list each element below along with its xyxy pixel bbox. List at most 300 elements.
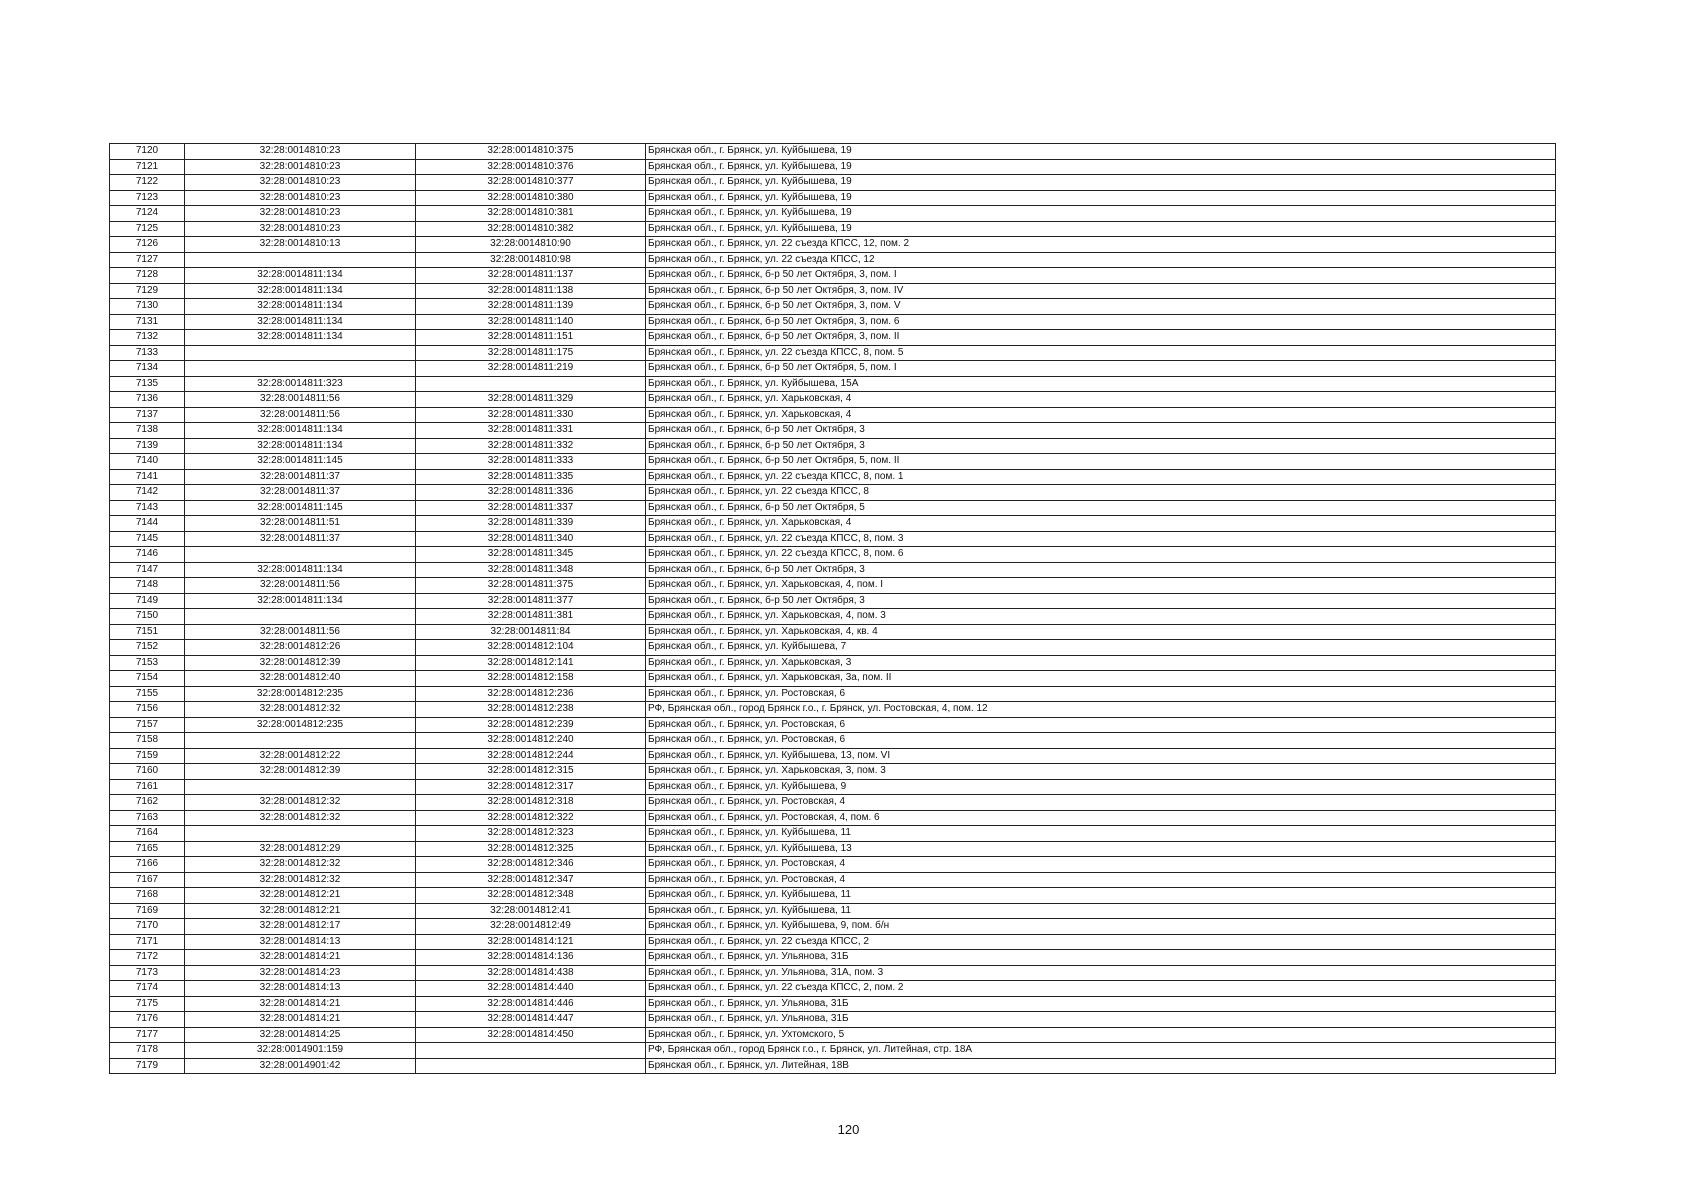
row-number-cell: 7175 <box>110 996 185 1012</box>
row-number-cell: 7165 <box>110 841 185 857</box>
address-cell: Брянская обл., г. Брянск, ул. Куйбышева, 9, пом. б/н <box>646 919 1556 935</box>
cadastral-number-cell: 32:28:0014810:98 <box>416 252 646 268</box>
table-row <box>110 655 1556 671</box>
cadastral-table <box>109 143 1556 1074</box>
address-cell: Брянская обл., г. Брянск, ул. Ростовская, 6 <box>646 733 1556 749</box>
address-cell: Брянская обл., г. Брянск, ул. Куйбышева, 19 <box>646 159 1556 175</box>
address-cell: Брянская обл., г. Брянск, ул. 22 съезда КПСС, 12 <box>646 252 1556 268</box>
row-number-cell: 7126 <box>110 237 185 253</box>
cadastral-number-cell: 32:28:0014814:440 <box>416 981 646 997</box>
parent-cadastral-number-cell: 32:28:0014812:235 <box>185 717 416 733</box>
parent-cadastral-number-cell: 32:28:0014814:13 <box>185 981 416 997</box>
row-number-cell: 7150 <box>110 609 185 625</box>
row-number-cell: 7122 <box>110 175 185 191</box>
table-row <box>110 934 1556 950</box>
cadastral-number-cell <box>416 1043 646 1059</box>
address-cell: Брянская обл., г. Брянск, ул. Куйбышева, 11 <box>646 826 1556 842</box>
row-number-cell: 7164 <box>110 826 185 842</box>
address-cell: Брянская обл., г. Брянск, ул. 22 съезда КПСС, 8, пом. 6 <box>646 547 1556 563</box>
address-cell: Брянская обл., г. Брянск, ул. Куйбышева, 15А <box>646 376 1556 392</box>
table-row <box>110 764 1556 780</box>
address-cell: Брянская обл., г. Брянск, б-р 50 лет Октября, 3 <box>646 423 1556 439</box>
address-cell: Брянская обл., г. Брянск, ул. Ростовская, 4, пом. 6 <box>646 810 1556 826</box>
parent-cadastral-number-cell: 32:28:0014814:21 <box>185 950 416 966</box>
table-row <box>110 919 1556 935</box>
cadastral-number-cell: 32:28:0014810:90 <box>416 237 646 253</box>
cadastral-number-cell: 32:28:0014810:382 <box>416 221 646 237</box>
parent-cadastral-number-cell: 32:28:0014810:23 <box>185 144 416 160</box>
parent-cadastral-number-cell: 32:28:0014810:23 <box>185 221 416 237</box>
cadastral-number-cell: 32:28:0014811:140 <box>416 314 646 330</box>
table-row <box>110 500 1556 516</box>
table-row <box>110 190 1556 206</box>
row-number-cell: 7124 <box>110 206 185 222</box>
table-row <box>110 795 1556 811</box>
parent-cadastral-number-cell: 32:28:0014810:23 <box>185 175 416 191</box>
table-row <box>110 1012 1556 1028</box>
address-cell: Брянская обл., г. Брянск, б-р 50 лет Октября, 3 <box>646 593 1556 609</box>
row-number-cell: 7155 <box>110 686 185 702</box>
row-number-cell: 7159 <box>110 748 185 764</box>
table-row <box>110 562 1556 578</box>
address-cell: Брянская обл., г. Брянск, ул. Харьковская, 3а, пом. II <box>646 671 1556 687</box>
cadastral-number-cell: 32:28:0014812:348 <box>416 888 646 904</box>
row-number-cell: 7158 <box>110 733 185 749</box>
parent-cadastral-number-cell: 32:28:0014810:23 <box>185 206 416 222</box>
table-row <box>110 283 1556 299</box>
row-number-cell: 7162 <box>110 795 185 811</box>
table-row <box>110 159 1556 175</box>
row-number-cell: 7145 <box>110 531 185 547</box>
row-number-cell: 7179 <box>110 1058 185 1074</box>
cadastral-number-cell: 32:28:0014811:377 <box>416 593 646 609</box>
table-row <box>110 438 1556 454</box>
table-row <box>110 593 1556 609</box>
table-row <box>110 516 1556 532</box>
cadastral-number-cell: 32:28:0014814:447 <box>416 1012 646 1028</box>
table-row <box>110 748 1556 764</box>
address-cell: Брянская обл., г. Брянск, ул. 22 съезда КПСС, 2 <box>646 934 1556 950</box>
row-number-cell: 7139 <box>110 438 185 454</box>
table-row <box>110 640 1556 656</box>
table-row <box>110 454 1556 470</box>
row-number-cell: 7131 <box>110 314 185 330</box>
address-cell: Брянская обл., г. Брянск, ул. Куйбышева, 13, пом. VI <box>646 748 1556 764</box>
address-cell: Брянская обл., г. Брянск, ул. Куйбышева, 19 <box>646 175 1556 191</box>
cadastral-number-cell: 32:28:0014811:329 <box>416 392 646 408</box>
row-number-cell: 7160 <box>110 764 185 780</box>
table-row <box>110 299 1556 315</box>
address-cell: Брянская обл., г. Брянск, ул. Харьковская, 4 <box>646 516 1556 532</box>
row-number-cell: 7168 <box>110 888 185 904</box>
parent-cadastral-number-cell <box>185 826 416 842</box>
address-cell: Брянская обл., г. Брянск, ул. Куйбышева, 9 <box>646 779 1556 795</box>
table-row <box>110 376 1556 392</box>
cadastral-number-cell: 32:28:0014812:104 <box>416 640 646 656</box>
row-number-cell: 7140 <box>110 454 185 470</box>
cadastral-number-cell: 32:28:0014811:84 <box>416 624 646 640</box>
cadastral-number-cell: 32:28:0014810:377 <box>416 175 646 191</box>
parent-cadastral-number-cell: 32:28:0014901:42 <box>185 1058 416 1074</box>
row-number-cell: 7135 <box>110 376 185 392</box>
table-row <box>110 686 1556 702</box>
row-number-cell: 7174 <box>110 981 185 997</box>
parent-cadastral-number-cell: 32:28:0014812:29 <box>185 841 416 857</box>
parent-cadastral-number-cell: 32:28:0014811:56 <box>185 392 416 408</box>
row-number-cell: 7157 <box>110 717 185 733</box>
cadastral-number-cell: 32:28:0014811:381 <box>416 609 646 625</box>
cadastral-number-cell: 32:28:0014812:158 <box>416 671 646 687</box>
address-cell: Брянская обл., г. Брянск, ул. Ростовская, 4 <box>646 857 1556 873</box>
parent-cadastral-number-cell: 32:28:0014812:26 <box>185 640 416 656</box>
cadastral-number-cell: 32:28:0014811:340 <box>416 531 646 547</box>
row-number-cell: 7123 <box>110 190 185 206</box>
address-cell: Брянская обл., г. Брянск, ул. 22 съезда КПСС, 8, пом. 5 <box>646 345 1556 361</box>
row-number-cell: 7177 <box>110 1027 185 1043</box>
cadastral-number-cell: 32:28:0014812:323 <box>416 826 646 842</box>
parent-cadastral-number-cell: 32:28:0014811:145 <box>185 454 416 470</box>
row-number-cell: 7141 <box>110 469 185 485</box>
parent-cadastral-number-cell: 32:28:0014814:25 <box>185 1027 416 1043</box>
table-row <box>110 206 1556 222</box>
address-cell: Брянская обл., г. Брянск, ул. 22 съезда КПСС, 12, пом. 2 <box>646 237 1556 253</box>
cadastral-number-cell: 32:28:0014812:236 <box>416 686 646 702</box>
cadastral-number-cell: 32:28:0014811:137 <box>416 268 646 284</box>
parent-cadastral-number-cell: 32:28:0014811:323 <box>185 376 416 392</box>
address-cell: Брянская обл., г. Брянск, ул. Куйбышева, 19 <box>646 206 1556 222</box>
table-row <box>110 624 1556 640</box>
row-number-cell: 7163 <box>110 810 185 826</box>
parent-cadastral-number-cell <box>185 609 416 625</box>
table-row <box>110 361 1556 377</box>
row-number-cell: 7130 <box>110 299 185 315</box>
address-cell: Брянская обл., г. Брянск, ул. Харьковская, 3 <box>646 655 1556 671</box>
row-number-cell: 7146 <box>110 547 185 563</box>
row-number-cell: 7171 <box>110 934 185 950</box>
address-cell: Брянская обл., г. Брянск, ул. Куйбышева, 19 <box>646 190 1556 206</box>
address-cell: Брянская обл., г. Брянск, ул. Харьковская, 4, кв. 4 <box>646 624 1556 640</box>
cadastral-number-cell: 32:28:0014812:238 <box>416 702 646 718</box>
parent-cadastral-number-cell: 32:28:0014812:40 <box>185 671 416 687</box>
address-cell: Брянская обл., г. Брянск, ул. Ростовская, 4 <box>646 872 1556 888</box>
table-row <box>110 423 1556 439</box>
row-number-cell: 7142 <box>110 485 185 501</box>
cadastral-number-cell: 32:28:0014812:325 <box>416 841 646 857</box>
table-row <box>110 981 1556 997</box>
address-cell: Брянская обл., г. Брянск, ул. Литейная, 18В <box>646 1058 1556 1074</box>
table-row <box>110 872 1556 888</box>
address-cell: Брянская обл., г. Брянск, ул. Куйбышева, 19 <box>646 144 1556 160</box>
address-cell: Брянская обл., г. Брянск, ул. Куйбышева, 7 <box>646 640 1556 656</box>
cadastral-number-cell: 32:28:0014812:239 <box>416 717 646 733</box>
address-cell: Брянская обл., г. Брянск, ул. Куйбышева, 11 <box>646 888 1556 904</box>
address-cell: Брянская обл., г. Брянск, ул. Харьковская, 3, пом. 3 <box>646 764 1556 780</box>
parent-cadastral-number-cell: 32:28:0014812:32 <box>185 702 416 718</box>
table-row <box>110 144 1556 160</box>
parent-cadastral-number-cell: 32:28:0014812:235 <box>185 686 416 702</box>
parent-cadastral-number-cell: 32:28:0014812:39 <box>185 764 416 780</box>
parent-cadastral-number-cell: 32:28:0014810:23 <box>185 190 416 206</box>
parent-cadastral-number-cell: 32:28:0014811:37 <box>185 485 416 501</box>
row-number-cell: 7161 <box>110 779 185 795</box>
table-row <box>110 531 1556 547</box>
address-cell: Брянская обл., г. Брянск, б-р 50 лет Октября, 3, пом. V <box>646 299 1556 315</box>
row-number-cell: 7170 <box>110 919 185 935</box>
parent-cadastral-number-cell: 32:28:0014901:159 <box>185 1043 416 1059</box>
cadastral-number-cell: 32:28:0014812:244 <box>416 748 646 764</box>
row-number-cell: 7128 <box>110 268 185 284</box>
parent-cadastral-number-cell: 32:28:0014811:134 <box>185 268 416 284</box>
cadastral-number-cell: 32:28:0014812:240 <box>416 733 646 749</box>
cadastral-number-cell: 32:28:0014812:317 <box>416 779 646 795</box>
parent-cadastral-number-cell: 32:28:0014812:32 <box>185 810 416 826</box>
address-cell: Брянская обл., г. Брянск, б-р 50 лет Октября, 3, пом. II <box>646 330 1556 346</box>
parent-cadastral-number-cell: 32:28:0014811:145 <box>185 500 416 516</box>
row-number-cell: 7152 <box>110 640 185 656</box>
table-row <box>110 175 1556 191</box>
cadastral-number-cell <box>416 1058 646 1074</box>
cadastral-number-cell: 32:28:0014814:438 <box>416 965 646 981</box>
address-cell: Брянская обл., г. Брянск, ул. 22 съезда КПСС, 8, пом. 1 <box>646 469 1556 485</box>
parent-cadastral-number-cell: 32:28:0014812:32 <box>185 795 416 811</box>
row-number-cell: 7169 <box>110 903 185 919</box>
row-number-cell: 7178 <box>110 1043 185 1059</box>
parent-cadastral-number-cell: 32:28:0014814:13 <box>185 934 416 950</box>
parent-cadastral-number-cell: 32:28:0014814:23 <box>185 965 416 981</box>
cadastral-number-cell: 32:28:0014811:151 <box>416 330 646 346</box>
cadastral-number-cell: 32:28:0014814:136 <box>416 950 646 966</box>
parent-cadastral-number-cell: 32:28:0014812:39 <box>185 655 416 671</box>
parent-cadastral-number-cell: 32:28:0014812:32 <box>185 857 416 873</box>
table-row <box>110 221 1556 237</box>
row-number-cell: 7134 <box>110 361 185 377</box>
row-number-cell: 7151 <box>110 624 185 640</box>
parent-cadastral-number-cell <box>185 252 416 268</box>
table-row <box>110 810 1556 826</box>
row-number-cell: 7120 <box>110 144 185 160</box>
row-number-cell: 7149 <box>110 593 185 609</box>
cadastral-number-cell: 32:28:0014811:335 <box>416 469 646 485</box>
address-cell: Брянская обл., г. Брянск, б-р 50 лет Октября, 3 <box>646 438 1556 454</box>
row-number-cell: 7154 <box>110 671 185 687</box>
row-number-cell: 7138 <box>110 423 185 439</box>
table-row <box>110 392 1556 408</box>
cadastral-number-cell: 32:28:0014811:219 <box>416 361 646 377</box>
row-number-cell: 7143 <box>110 500 185 516</box>
parent-cadastral-number-cell <box>185 361 416 377</box>
address-cell: Брянская обл., г. Брянск, ул. 22 съезда КПСС, 8, пом. 3 <box>646 531 1556 547</box>
address-cell: Брянская обл., г. Брянск, б-р 50 лет Октября, 3 <box>646 562 1556 578</box>
parent-cadastral-number-cell: 32:28:0014811:134 <box>185 593 416 609</box>
cadastral-number-cell: 32:28:0014811:333 <box>416 454 646 470</box>
address-cell: Брянская обл., г. Брянск, б-р 50 лет Октября, 3, пом. IV <box>646 283 1556 299</box>
address-cell: Брянская обл., г. Брянск, б-р 50 лет Октября, 5, пом. II <box>646 454 1556 470</box>
parent-cadastral-number-cell: 32:28:0014811:134 <box>185 423 416 439</box>
cadastral-number-cell: 32:28:0014812:322 <box>416 810 646 826</box>
table-row <box>110 314 1556 330</box>
cadastral-number-cell <box>416 376 646 392</box>
table-row <box>110 1058 1556 1074</box>
cadastral-number-cell: 32:28:0014810:380 <box>416 190 646 206</box>
table-row <box>110 950 1556 966</box>
table-row <box>110 609 1556 625</box>
table-body <box>110 144 1556 1074</box>
address-cell: Брянская обл., г. Брянск, ул. Харьковская, 4 <box>646 392 1556 408</box>
table-row <box>110 826 1556 842</box>
address-cell: Брянская обл., г. Брянск, ул. Куйбышева, 13 <box>646 841 1556 857</box>
table-row <box>110 407 1556 423</box>
address-cell: Брянская обл., г. Брянск, б-р 50 лет Октября, 5 <box>646 500 1556 516</box>
cadastral-number-cell: 32:28:0014811:331 <box>416 423 646 439</box>
row-number-cell: 7125 <box>110 221 185 237</box>
address-cell: Брянская обл., г. Брянск, б-р 50 лет Октября, 5, пом. I <box>646 361 1556 377</box>
parent-cadastral-number-cell <box>185 547 416 563</box>
address-cell: Брянская обл., г. Брянск, ул. Ульянова, 31Б <box>646 996 1556 1012</box>
address-cell: Брянская обл., г. Брянск, ул. 22 съезда КПСС, 2, пом. 2 <box>646 981 1556 997</box>
parent-cadastral-number-cell: 32:28:0014811:37 <box>185 531 416 547</box>
table-row <box>110 268 1556 284</box>
address-cell: Брянская обл., г. Брянск, ул. Ухтомского, 5 <box>646 1027 1556 1043</box>
table-row <box>110 779 1556 795</box>
parent-cadastral-number-cell: 32:28:0014812:21 <box>185 903 416 919</box>
table-row <box>110 547 1556 563</box>
address-cell: Брянская обл., г. Брянск, ул. Ульянова, 31А, пом. 3 <box>646 965 1556 981</box>
table-row <box>110 965 1556 981</box>
table-row <box>110 857 1556 873</box>
cadastral-number-cell: 32:28:0014811:375 <box>416 578 646 594</box>
table-row <box>110 469 1556 485</box>
cadastral-number-cell: 32:28:0014812:141 <box>416 655 646 671</box>
address-cell: РФ, Брянская обл., город Брянск г.о., г. Брянск, ул. Ростовская, 4, пом. 12 <box>646 702 1556 718</box>
table-row <box>110 888 1556 904</box>
table-row <box>110 671 1556 687</box>
row-number-cell: 7121 <box>110 159 185 175</box>
cadastral-number-cell: 32:28:0014811:138 <box>416 283 646 299</box>
row-number-cell: 7127 <box>110 252 185 268</box>
cadastral-number-cell: 32:28:0014811:339 <box>416 516 646 532</box>
address-cell: Брянская обл., г. Брянск, ул. Ульянова, 31Б <box>646 1012 1556 1028</box>
parent-cadastral-number-cell: 32:28:0014814:21 <box>185 996 416 1012</box>
cadastral-number-cell: 32:28:0014810:381 <box>416 206 646 222</box>
row-number-cell: 7137 <box>110 407 185 423</box>
parent-cadastral-number-cell: 32:28:0014812:22 <box>185 748 416 764</box>
address-cell: Брянская обл., г. Брянск, ул. Ульянова, 31Б <box>646 950 1556 966</box>
parent-cadastral-number-cell: 32:28:0014811:51 <box>185 516 416 532</box>
parent-cadastral-number-cell <box>185 345 416 361</box>
parent-cadastral-number-cell <box>185 779 416 795</box>
cadastral-number-cell: 32:28:0014810:375 <box>416 144 646 160</box>
table-row <box>110 345 1556 361</box>
table-row <box>110 237 1556 253</box>
row-number-cell: 7176 <box>110 1012 185 1028</box>
table-row <box>110 717 1556 733</box>
table-row <box>110 330 1556 346</box>
cadastral-number-cell: 32:28:0014814:121 <box>416 934 646 950</box>
cadastral-number-cell: 32:28:0014812:49 <box>416 919 646 935</box>
cadastral-number-cell: 32:28:0014810:376 <box>416 159 646 175</box>
table-row <box>110 578 1556 594</box>
address-cell: Брянская обл., г. Брянск, ул. Ростовская, 6 <box>646 686 1556 702</box>
parent-cadastral-number-cell <box>185 733 416 749</box>
row-number-cell: 7136 <box>110 392 185 408</box>
parent-cadastral-number-cell: 32:28:0014812:21 <box>185 888 416 904</box>
row-number-cell: 7132 <box>110 330 185 346</box>
parent-cadastral-number-cell: 32:28:0014811:134 <box>185 330 416 346</box>
parent-cadastral-number-cell: 32:28:0014811:134 <box>185 438 416 454</box>
table-row <box>110 841 1556 857</box>
parent-cadastral-number-cell: 32:28:0014814:21 <box>185 1012 416 1028</box>
cadastral-number-cell: 32:28:0014814:450 <box>416 1027 646 1043</box>
parent-cadastral-number-cell: 32:28:0014811:134 <box>185 314 416 330</box>
page-number: 120 <box>837 1122 860 1137</box>
row-number-cell: 7133 <box>110 345 185 361</box>
parent-cadastral-number-cell: 32:28:0014812:17 <box>185 919 416 935</box>
address-cell: Брянская обл., г. Брянск, ул. Куйбышева, 11 <box>646 903 1556 919</box>
table-row <box>110 1027 1556 1043</box>
cadastral-number-cell: 32:28:0014811:332 <box>416 438 646 454</box>
address-cell: Брянская обл., г. Брянск, ул. 22 съезда КПСС, 8 <box>646 485 1556 501</box>
parent-cadastral-number-cell: 32:28:0014810:23 <box>185 159 416 175</box>
row-number-cell: 7144 <box>110 516 185 532</box>
row-number-cell: 7147 <box>110 562 185 578</box>
cadastral-number-cell: 32:28:0014812:318 <box>416 795 646 811</box>
cadastral-number-cell: 32:28:0014811:337 <box>416 500 646 516</box>
cadastral-number-cell: 32:28:0014812:347 <box>416 872 646 888</box>
cadastral-number-cell: 32:28:0014811:175 <box>416 345 646 361</box>
parent-cadastral-number-cell: 32:28:0014811:37 <box>185 469 416 485</box>
table-row <box>110 996 1556 1012</box>
parent-cadastral-number-cell: 32:28:0014811:134 <box>185 283 416 299</box>
parent-cadastral-number-cell: 32:28:0014811:56 <box>185 624 416 640</box>
cadastral-number-cell: 32:28:0014812:315 <box>416 764 646 780</box>
parent-cadastral-number-cell: 32:28:0014812:32 <box>185 872 416 888</box>
row-number-cell: 7172 <box>110 950 185 966</box>
row-number-cell: 7167 <box>110 872 185 888</box>
address-cell: Брянская обл., г. Брянск, ул. Куйбышева, 19 <box>646 221 1556 237</box>
cadastral-number-cell: 32:28:0014811:348 <box>416 562 646 578</box>
row-number-cell: 7156 <box>110 702 185 718</box>
cadastral-number-cell: 32:28:0014812:346 <box>416 857 646 873</box>
address-cell: Брянская обл., г. Брянск, ул. Харьковская, 4, пом. 3 <box>646 609 1556 625</box>
address-cell: Брянская обл., г. Брянск, б-р 50 лет Октября, 3, пом. I <box>646 268 1556 284</box>
parent-cadastral-number-cell: 32:28:0014810:13 <box>185 237 416 253</box>
parent-cadastral-number-cell: 32:28:0014811:56 <box>185 407 416 423</box>
row-number-cell: 7173 <box>110 965 185 981</box>
table-row <box>110 1043 1556 1059</box>
table-row <box>110 252 1556 268</box>
cadastral-number-cell: 32:28:0014811:345 <box>416 547 646 563</box>
row-number-cell: 7153 <box>110 655 185 671</box>
table-row <box>110 903 1556 919</box>
address-cell: Брянская обл., г. Брянск, ул. Харьковская, 4 <box>646 407 1556 423</box>
cadastral-number-cell: 32:28:0014811:330 <box>416 407 646 423</box>
table-row <box>110 485 1556 501</box>
parent-cadastral-number-cell: 32:28:0014811:56 <box>185 578 416 594</box>
parent-cadastral-number-cell: 32:28:0014811:134 <box>185 562 416 578</box>
row-number-cell: 7148 <box>110 578 185 594</box>
parent-cadastral-number-cell: 32:28:0014811:134 <box>185 299 416 315</box>
row-number-cell: 7129 <box>110 283 185 299</box>
cadastral-number-cell: 32:28:0014814:446 <box>416 996 646 1012</box>
address-cell: Брянская обл., г. Брянск, ул. Харьковская, 4, пом. I <box>646 578 1556 594</box>
address-cell: Брянская обл., г. Брянск, б-р 50 лет Октября, 3, пом. 6 <box>646 314 1556 330</box>
address-cell: Брянская обл., г. Брянск, ул. Ростовская, 4 <box>646 795 1556 811</box>
address-cell: Брянская обл., г. Брянск, ул. Ростовская, 6 <box>646 717 1556 733</box>
cadastral-number-cell: 32:28:0014811:336 <box>416 485 646 501</box>
table-row <box>110 733 1556 749</box>
address-cell: РФ, Брянская обл., город Брянск г.о., г. Брянск, ул. Литейная, стр. 18А <box>646 1043 1556 1059</box>
cadastral-number-cell: 32:28:0014811:139 <box>416 299 646 315</box>
